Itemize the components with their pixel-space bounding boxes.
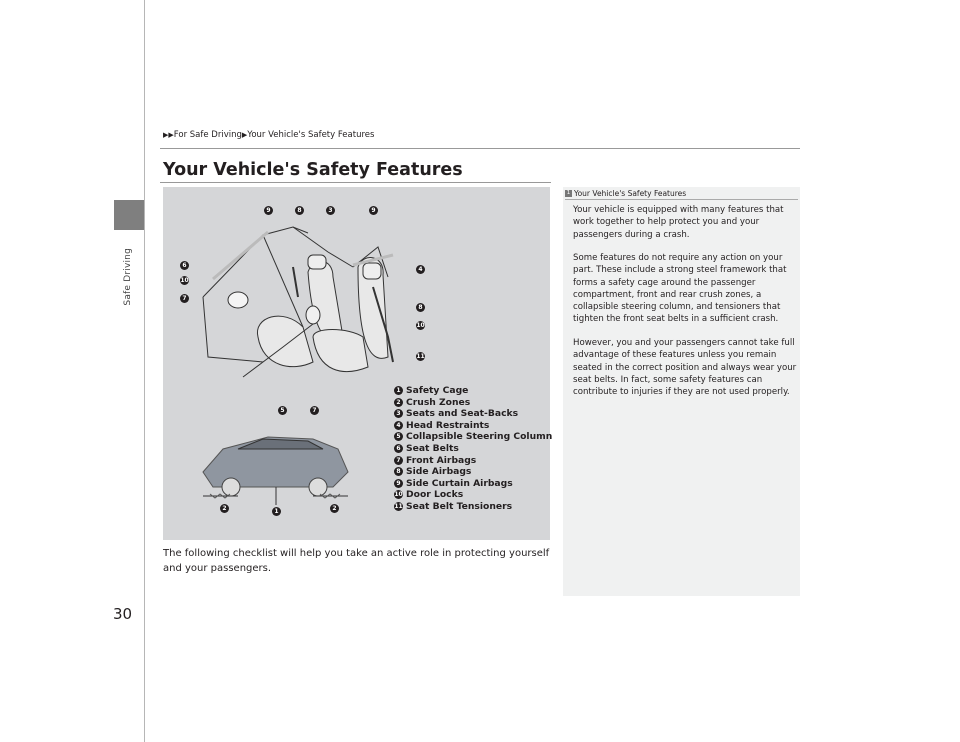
sidebar-paragraph: Some features do not require any action on your part. These include a strong steel framework that forms a safety cage around the passenger compartment, front and rear crush zones, a collapsible steering column, and tensioners that tighten the front seat belts in a sufficient crash.	[573, 253, 787, 325]
safety-features-figure	[163, 187, 553, 540]
callout-1: 1	[272, 507, 281, 516]
breadcrumb-arrow-icon: ▶▶	[163, 131, 174, 139]
callout-4: 4	[416, 265, 425, 274]
breadcrumb-link-safe-driving[interactable]: For Safe Driving	[173, 130, 242, 140]
callout-9-top: 9	[264, 206, 273, 215]
breadcrumb-current: Your Vehicle's Safety Features	[247, 130, 375, 140]
breadcrumb	[163, 130, 374, 140]
legend-item: 10 Door Locks	[394, 489, 464, 501]
callout-10-left: 10	[180, 277, 189, 284]
legend-item: 3 Seats and Seat-Backs	[394, 408, 518, 419]
section-label: Safe Driving	[123, 248, 133, 306]
page-title: Your Vehicle's Safety Features	[163, 160, 463, 180]
sidebar-paragraph: Your vehicle is equipped with many features that work together to help protect you and your passengers during a crash.	[573, 205, 784, 240]
callout-7-left: 7	[180, 294, 189, 303]
legend-item: 8 Side Airbags	[394, 466, 471, 477]
callout-2-left: 2	[220, 504, 229, 513]
section-tab-marker	[114, 200, 144, 230]
callout-7-bottom: 7	[310, 406, 319, 415]
legend-item: 1 Safety Cage	[394, 385, 468, 396]
callout-8-right: 8	[416, 303, 425, 312]
callout-2-right: 2	[330, 504, 339, 513]
title-rule	[160, 182, 551, 183]
sidebar-heading: 1 Your Vehicle's Safety Features	[566, 189, 687, 198]
sidebar-paragraph: However, you and your passengers cannot take full advantage of these features unless you remain seated in the correct position and always wear your seat belts. In fact, some safety features can contribute to injuries if they are not used properly.	[573, 338, 797, 398]
legend-item: 5 Collapsible Steering Column	[394, 431, 552, 442]
callout-5: 5	[278, 406, 287, 415]
header-rule	[160, 148, 800, 149]
legend-item: 2 Crush Zones	[394, 397, 470, 408]
sidebar-rule	[565, 199, 798, 200]
figure-caption: The following checklist will help you take an active role in protecting yourself and your passengers.	[163, 548, 550, 574]
legend-item: 7 Front Airbags	[394, 455, 476, 466]
callout-3: 3	[326, 206, 335, 215]
page-number: 30	[113, 605, 133, 623]
callout-8-top: 8	[295, 206, 304, 215]
legend-item: 9 Side Curtain Airbags	[394, 478, 513, 489]
breadcrumb-arrow-icon: ▶	[241, 131, 248, 139]
callout-9-right: 9	[369, 206, 378, 215]
legend-item: 11 Seat Belt Tensioners	[394, 501, 513, 512]
callout-11: 11	[416, 353, 425, 360]
callout-6: 6	[180, 261, 189, 270]
legend-item: 6 Seat Belts	[394, 443, 459, 454]
note-icon: 1	[566, 190, 571, 196]
legend-item: 4 Head Restraints	[394, 420, 489, 431]
callout-10-right: 10	[416, 322, 425, 329]
margin-divider	[144, 0, 145, 742]
